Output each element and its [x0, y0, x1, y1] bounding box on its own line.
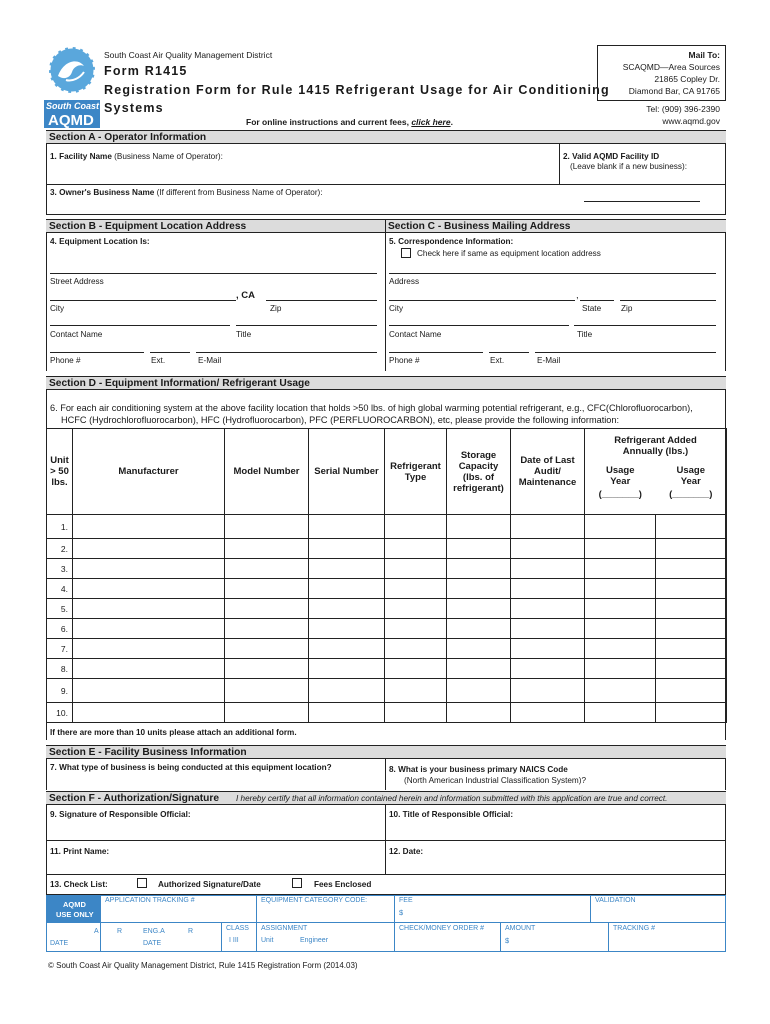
equipment-table — [46, 428, 727, 723]
logo-bottom-text: AQMD — [48, 112, 94, 129]
facility-name-label: 1. Facility Name (Business Name of Operator): — [50, 152, 223, 161]
zip-label-c: Zip — [621, 304, 633, 313]
title-label-c: Title — [577, 330, 593, 339]
col-refrigerant: Refrigerant Type — [385, 429, 447, 515]
equip-category-label: EQUIPMENT CATEGORY CODE: — [261, 897, 368, 904]
date-label-2: DATE — [143, 940, 162, 947]
section-bc-header — [46, 219, 726, 233]
table-row — [47, 703, 727, 723]
table-cell[interactable] — [225, 679, 309, 703]
street-address-field[interactable] — [50, 273, 377, 274]
city-field-b[interactable] — [50, 300, 236, 301]
comma-c: , — [576, 290, 579, 301]
section-d-title: Section D - Equipment Information/ Refrigerant Usage — [49, 378, 310, 389]
q8-label: 8. What is your business primary NAICS Code — [389, 765, 568, 774]
street-address-label: Street Address — [50, 277, 104, 286]
table-cell[interactable] — [656, 599, 727, 619]
table-cell[interactable] — [73, 539, 225, 559]
row-number: 8. — [47, 659, 73, 679]
online-instructions: For online instructions and current fees, click here. — [246, 117, 453, 127]
table-cell[interactable] — [309, 679, 385, 703]
correspondence-label: 5. Correspondence Information: — [389, 237, 514, 246]
table-cell[interactable] — [385, 559, 447, 579]
row-number: 2. — [47, 539, 73, 559]
footer-copyright: © South Coast Air Quality Management District, Rule 1415 Registration Form (2014.03) — [48, 961, 358, 970]
table-cell[interactable] — [656, 539, 727, 559]
certify-text: I hereby certify that all information contained herein and information submitted with this application are true and correct. — [236, 794, 668, 803]
state-field-c[interactable] — [580, 300, 614, 301]
table-cell[interactable] — [73, 639, 225, 659]
table-cell[interactable] — [225, 599, 309, 619]
table-cell[interactable] — [385, 599, 447, 619]
table-cell[interactable] — [585, 703, 656, 723]
contact-field-c[interactable] — [389, 325, 569, 326]
table-cell[interactable] — [309, 559, 385, 579]
contact-label-c: Contact Name — [389, 330, 442, 339]
assignment-label: ASSIGNMENT — [261, 925, 308, 932]
table-cell[interactable] — [585, 659, 656, 679]
form-title-line2: Systems — [104, 101, 164, 115]
table-row — [47, 679, 727, 703]
table-cell[interactable] — [656, 559, 727, 579]
table-row — [47, 515, 727, 539]
mail-address-1: SCAQMD—Area Sources — [622, 62, 720, 72]
app-tracking-label: APPLICATION TRACKING # — [105, 897, 195, 904]
table-cell[interactable] — [585, 515, 656, 539]
table-cell[interactable] — [225, 703, 309, 723]
table-cell[interactable] — [447, 659, 511, 679]
email-field-c[interactable] — [535, 352, 716, 353]
table-cell[interactable] — [511, 639, 585, 659]
city-field-c[interactable] — [389, 300, 575, 301]
ext-field-c[interactable] — [489, 352, 529, 353]
contact-label-b: Contact Name — [50, 330, 103, 339]
table-row — [47, 539, 727, 559]
q9-signature-label: 9. Signature of Responsible Official: — [50, 810, 191, 819]
usage-year-blank-2[interactable]: (_______) — [669, 489, 713, 500]
table-cell[interactable] — [656, 515, 727, 539]
website: www.aqmd.gov — [662, 116, 720, 126]
table-cell[interactable] — [73, 679, 225, 703]
table-cell[interactable] — [585, 679, 656, 703]
table-cell[interactable] — [511, 539, 585, 559]
email-label-c: E-Mail — [537, 356, 561, 365]
date-label-1: DATE — [50, 940, 69, 947]
use-only-label: USE ONLY — [56, 910, 94, 919]
table-row — [47, 599, 727, 619]
table-cell[interactable] — [447, 703, 511, 723]
amount-dollar: $ — [505, 936, 510, 945]
col-audit: Date of Last Audit/ Maintenance — [511, 429, 585, 515]
table-cell[interactable] — [225, 659, 309, 679]
table-cell[interactable] — [309, 579, 385, 599]
table-cell[interactable] — [656, 619, 727, 639]
table-cell[interactable] — [309, 599, 385, 619]
table-cell[interactable] — [385, 679, 447, 703]
table-row — [47, 639, 727, 659]
section-a-title: Section A - Operator Information — [49, 132, 207, 143]
more-units-note: If there are more than 10 units please attach an additional form. — [50, 728, 297, 737]
table-cell[interactable] — [309, 659, 385, 679]
table-cell[interactable] — [585, 619, 656, 639]
fee-label: FEE — [399, 897, 413, 904]
tel: Tel: (909) 396-2390 — [646, 104, 720, 114]
col-added: Refrigerant Added Annually (lbs.) Usage Year (_______) Usage Year (_______) — [585, 429, 727, 515]
zip-label-b: Zip — [270, 304, 282, 313]
table-cell[interactable] — [225, 559, 309, 579]
table-cell[interactable] — [225, 639, 309, 659]
table-cell[interactable] — [225, 539, 309, 559]
amount-label: AMOUNT — [505, 925, 536, 932]
equipment-location-label: 4. Equipment Location Is: — [50, 237, 150, 246]
table-cell[interactable] — [585, 579, 656, 599]
table-cell[interactable] — [73, 515, 225, 539]
tracking-label: TRACKING # — [613, 925, 656, 932]
table-cell[interactable] — [309, 515, 385, 539]
fee-dollar: $ — [399, 908, 404, 917]
table-cell[interactable] — [585, 639, 656, 659]
table-cell[interactable] — [447, 679, 511, 703]
same-address-label: Check here if same as equipment location address — [417, 249, 601, 258]
email-field-b[interactable] — [196, 352, 377, 353]
table-cell[interactable] — [447, 599, 511, 619]
city-label-c: City — [389, 304, 404, 313]
table-cell[interactable] — [656, 579, 727, 599]
table-cell[interactable] — [511, 659, 585, 679]
a-label: A — [94, 928, 99, 935]
authorized-signature-label: Authorized Signature/Date — [158, 880, 261, 889]
zip-field-c[interactable] — [620, 300, 716, 301]
city-label-b: City — [50, 304, 65, 313]
table-cell[interactable] — [447, 539, 511, 559]
table-cell[interactable] — [309, 639, 385, 659]
section-a-header — [46, 130, 726, 144]
table-cell[interactable] — [225, 515, 309, 539]
ext-label-c: Ext. — [490, 356, 505, 365]
q6-line1: 6. For each air conditioning system at the above facility location that holds >50 lbs. of high global warming potential refrigerant, e.g., CFC(Chlorofluorocarbon), — [50, 403, 693, 413]
row-number: 4. — [47, 579, 73, 599]
address-label-c: Address — [389, 277, 420, 286]
table-cell[interactable] — [225, 619, 309, 639]
mail-to-label: Mail To: — [688, 50, 720, 60]
col-model: Model Number — [225, 429, 309, 515]
state-label-c: State — [582, 304, 602, 313]
ext-label-b: Ext. — [151, 356, 166, 365]
phone-field-c[interactable] — [389, 352, 483, 353]
table-cell[interactable] — [385, 515, 447, 539]
table-cell[interactable] — [585, 559, 656, 579]
usage-year-blank-1[interactable]: (_______) — [598, 489, 642, 500]
table-cell[interactable] — [385, 619, 447, 639]
phone-field-b[interactable] — [50, 352, 144, 353]
table-cell[interactable] — [656, 639, 727, 659]
unit-label: Unit — [261, 937, 274, 944]
table-cell[interactable] — [511, 515, 585, 539]
class-label: CLASS — [226, 925, 249, 932]
r-label: R — [117, 928, 123, 935]
row-number: 6. — [47, 619, 73, 639]
facility-id-note: (Leave blank if a new business): — [570, 162, 687, 171]
q6-line2: HCFC (Hydrochlorofluorocarbon), HFC (Hydrofluorocarbon), PFC (PERFLUOROCARBON), etc, please provide the following information: — [61, 415, 620, 425]
title-field-b[interactable] — [236, 325, 377, 326]
col-serial: Serial Number — [309, 429, 385, 515]
table-cell[interactable] — [585, 539, 656, 559]
mail-address-2: 21865 Copley Dr. — [654, 74, 720, 84]
check-money-label: CHECK/MONEY ORDER # — [399, 925, 485, 932]
table-cell[interactable] — [447, 559, 511, 579]
facility-id-field[interactable] — [584, 201, 700, 202]
section-f-title: Section F - Authorization/Signature — [49, 793, 219, 804]
section-c-title: Section C - Business Mailing Address — [388, 221, 571, 232]
table-cell[interactable] — [656, 659, 727, 679]
q12-date-label: 12. Date: — [389, 847, 424, 856]
table-cell[interactable] — [385, 703, 447, 723]
fees-enclosed-checkbox[interactable] — [292, 878, 302, 888]
row-number: 1. — [47, 515, 73, 539]
logo-top-text: South Coast — [46, 101, 99, 111]
table-cell[interactable] — [73, 659, 225, 679]
table-cell[interactable] — [511, 599, 585, 619]
q7-label: 7. What type of business is being conducted at this equipment location? — [50, 763, 332, 772]
table-cell[interactable] — [511, 619, 585, 639]
table-cell[interactable] — [385, 639, 447, 659]
ca-label: , CA — [236, 290, 255, 301]
table-cell[interactable] — [447, 579, 511, 599]
table-cell[interactable] — [73, 579, 225, 599]
table-cell[interactable] — [585, 599, 656, 619]
table-cell[interactable] — [309, 703, 385, 723]
engineer-label: Engineer — [300, 937, 329, 944]
enga-label: ENG.A — [143, 928, 165, 935]
table-cell[interactable] — [225, 579, 309, 599]
phone-label-c: Phone # — [389, 356, 420, 365]
mail-address-3: Diamond Bar, CA 91765 — [628, 86, 720, 96]
section-f-header — [46, 791, 726, 805]
table-cell[interactable] — [447, 515, 511, 539]
table-cell[interactable] — [385, 579, 447, 599]
table-cell[interactable] — [73, 703, 225, 723]
fees-enclosed-label: Fees Enclosed — [314, 880, 372, 889]
validation-label: VALIDATION — [595, 897, 636, 904]
section-e-title: Section E - Facility Business Information — [49, 747, 247, 758]
col-unit: Unit > 50 lbs. — [47, 429, 73, 515]
address-field-c[interactable] — [389, 273, 716, 274]
section-e-header — [46, 745, 726, 759]
r2-label: R — [188, 928, 194, 935]
owner-business-label: 3. Owner's Business Name (If different from Business Name of Operator): — [50, 188, 323, 197]
ext-field-b[interactable] — [150, 352, 190, 353]
section-b-title: Section B - Equipment Location Address — [49, 221, 247, 232]
row-number: 9. — [47, 679, 73, 703]
contact-field-b[interactable] — [50, 325, 230, 326]
table-cell[interactable] — [73, 619, 225, 639]
aqmd-logo — [44, 46, 100, 128]
table-cell[interactable] — [309, 539, 385, 559]
q10-title-label: 10. Title of Responsible Official: — [389, 810, 514, 819]
form-title-line1: Registration Form for Rule 1415 Refrigerant Usage for Air Conditioning — [104, 83, 610, 97]
table-cell[interactable] — [656, 703, 727, 723]
q13-checklist-label: 13. Check List: — [50, 880, 108, 889]
q11-print-name-label: 11. Print Name: — [50, 847, 110, 856]
same-address-checkbox[interactable] — [401, 248, 411, 258]
table-cell[interactable] — [447, 619, 511, 639]
email-label-b: E-Mail — [198, 356, 222, 365]
authorized-signature-checkbox[interactable] — [137, 878, 147, 888]
table-cell[interactable] — [385, 659, 447, 679]
table-row — [47, 659, 727, 679]
row-number: 5. — [47, 599, 73, 619]
row-number: 7. — [47, 639, 73, 659]
table-cell[interactable] — [511, 579, 585, 599]
col-manufacturer: Manufacturer — [73, 429, 225, 515]
facility-id-label: 2. Valid AQMD Facility ID — [563, 152, 660, 161]
table-cell[interactable] — [511, 559, 585, 579]
agency-name: South Coast Air Quality Management District — [104, 50, 273, 60]
table-cell[interactable] — [511, 703, 585, 723]
row-number: 10. — [47, 703, 73, 723]
zip-field-b[interactable] — [266, 300, 377, 301]
section-d-header — [46, 376, 726, 390]
table-row — [47, 579, 727, 599]
q8-note: (North American Industrial Classification System)? — [404, 776, 587, 785]
title-field-c[interactable] — [574, 325, 716, 326]
table-cell[interactable] — [447, 639, 511, 659]
form-number: Form R1415 — [104, 64, 188, 78]
class-values: I III — [229, 937, 239, 944]
table-cell[interactable] — [656, 679, 727, 703]
table-cell[interactable] — [309, 619, 385, 639]
table-row — [47, 619, 727, 639]
table-cell[interactable] — [511, 679, 585, 703]
title-label-b: Title — [236, 330, 252, 339]
table-row — [47, 559, 727, 579]
table-cell[interactable] — [385, 539, 447, 559]
col-storage: Storage Capacity (lbs. of refrigerant) — [447, 429, 511, 515]
table-cell[interactable] — [73, 559, 225, 579]
row-number: 3. — [47, 559, 73, 579]
online-text: For online instructions and current fees, — [246, 117, 409, 127]
click-here-link[interactable]: click here — [411, 117, 451, 127]
table-cell[interactable] — [73, 599, 225, 619]
aqmd-label: AQMD — [63, 900, 86, 909]
phone-label-b: Phone # — [50, 356, 81, 365]
